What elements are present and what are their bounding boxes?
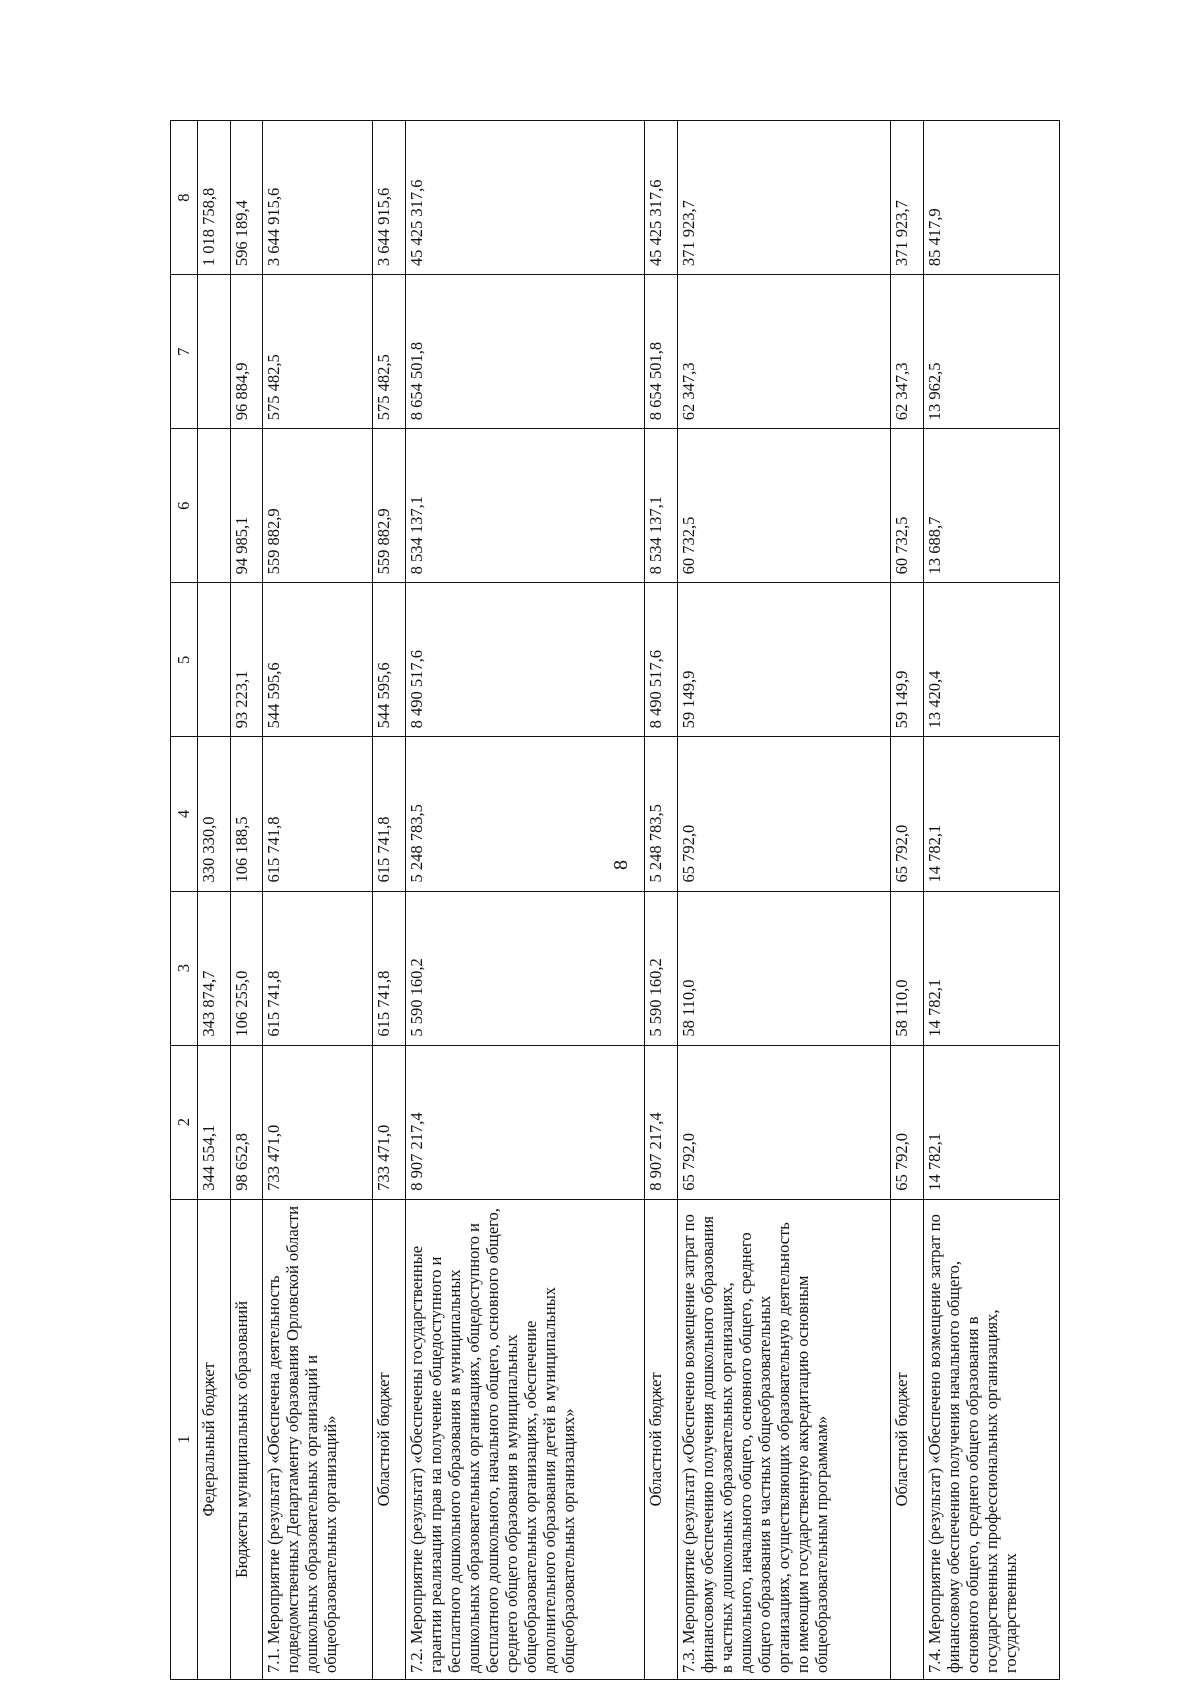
table-row xyxy=(891,121,924,1680)
value-cell: 65 792,0 xyxy=(891,737,924,891)
value-cell: 596 189,4 xyxy=(230,121,263,275)
value-cell: 575 482,5 xyxy=(263,275,373,429)
value-cell: 58 110,0 xyxy=(891,891,924,1045)
value-cell: 343 874,7 xyxy=(198,891,231,1045)
value-cell: 5 590 160,2 xyxy=(406,891,645,1045)
value-cell xyxy=(198,275,231,429)
rotated-table-container xyxy=(170,120,1060,1680)
value-cell: 59 149,9 xyxy=(677,583,890,737)
value-cell: 62 347,3 xyxy=(891,275,924,429)
value-cell: 14 782,1 xyxy=(923,1045,1059,1199)
value-cell: 575 482,5 xyxy=(373,275,406,429)
row-label: Федеральный бюджет xyxy=(198,1199,231,1679)
value-cell: 93 223,1 xyxy=(230,583,263,737)
row-label: 7.4. Мероприятие (результат) «Обеспечено возмещение затрат по финансовому обеспечению получения начального общего, основного общего, среднего общего образования в государственных профессиональных организациях, государственных xyxy=(923,1199,1059,1679)
table-row xyxy=(645,121,678,1680)
table-body xyxy=(198,121,1060,1680)
value-cell: 615 741,8 xyxy=(263,737,373,891)
row-label: 7.2. Мероприятие (результат) «Обеспечены государственные гарантии реализации прав на получение общедоступного и бесплатного дошкольного образования в муниципальных дошкольных образовательных организациях, общедоступного и бесплатного дошкольного, начального общего, основного общего, среднего общего образования в муниципальных общеобразовательных организациях, обеспечение дополнительного образования детей в муниципальных общеобразовательных организациях» xyxy=(406,1199,645,1679)
value-cell: 8 490 517,6 xyxy=(406,583,645,737)
value-cell: 8 490 517,6 xyxy=(645,583,678,737)
value-cell: 85 417,9 xyxy=(923,121,1059,275)
value-cell: 13 962,5 xyxy=(923,275,1059,429)
row-label: Бюджеты муниципальных образований xyxy=(230,1199,263,1679)
budget-table xyxy=(170,120,1060,1680)
value-cell: 96 884,9 xyxy=(230,275,263,429)
value-cell: 615 741,8 xyxy=(373,891,406,1045)
value-cell: 59 149,9 xyxy=(891,583,924,737)
value-cell: 62 347,3 xyxy=(677,275,890,429)
value-cell: 559 882,9 xyxy=(373,429,406,583)
value-cell: 371 923,7 xyxy=(677,121,890,275)
value-cell: 733 471,0 xyxy=(373,1045,406,1199)
value-cell: 60 732,5 xyxy=(677,429,890,583)
value-cell: 45 425 317,6 xyxy=(406,121,645,275)
value-cell: 65 792,0 xyxy=(677,1045,890,1199)
value-cell xyxy=(198,583,231,737)
value-cell: 1 018 758,8 xyxy=(198,121,231,275)
column-header-4: 4 xyxy=(171,737,198,891)
value-cell: 330 330,0 xyxy=(198,737,231,891)
value-cell: 106 188,5 xyxy=(230,737,263,891)
value-cell: 14 782,1 xyxy=(923,737,1059,891)
column-header-2: 2 xyxy=(171,1045,198,1199)
row-label: Областной бюджет xyxy=(645,1199,678,1679)
value-cell: 98 652,8 xyxy=(230,1045,263,1199)
value-cell: 8 907 217,4 xyxy=(645,1045,678,1199)
value-cell: 344 554,1 xyxy=(198,1045,231,1199)
row-label: Областной бюджет xyxy=(891,1199,924,1679)
table-row xyxy=(406,121,645,1680)
value-cell: 615 741,8 xyxy=(373,737,406,891)
value-cell: 3 644 915,6 xyxy=(373,121,406,275)
value-cell: 5 590 160,2 xyxy=(645,891,678,1045)
header-row xyxy=(171,121,198,1680)
value-cell: 5 248 783,5 xyxy=(645,737,678,891)
row-label: 7.3. Мероприятие (результат) «Обеспечено возмещение затрат по финансовому обеспечению получения дошкольного образования в частных дошкольных образовательных организациях, дошкольного, начального общего, основного общего, среднего общего образования в частных общеобразовательных организациях, осуществляющих образовательную деятельность по имеющим государственную аккредитацию основным общеобразовательным программам» xyxy=(677,1199,890,1679)
value-cell: 106 255,0 xyxy=(230,891,263,1045)
column-header-3: 3 xyxy=(171,891,198,1045)
value-cell: 5 248 783,5 xyxy=(406,737,645,891)
value-cell: 65 792,0 xyxy=(677,737,890,891)
value-cell: 8 907 217,4 xyxy=(406,1045,645,1199)
page-number: 8 xyxy=(610,860,632,870)
column-header-6: 6 xyxy=(171,429,198,583)
column-header-7: 7 xyxy=(171,275,198,429)
table-row xyxy=(373,121,406,1680)
value-cell: 8 534 137,1 xyxy=(406,429,645,583)
value-cell: 733 471,0 xyxy=(263,1045,373,1199)
value-cell: 13 688,7 xyxy=(923,429,1059,583)
value-cell: 94 985,1 xyxy=(230,429,263,583)
value-cell xyxy=(198,429,231,583)
value-cell: 544 595,6 xyxy=(373,583,406,737)
value-cell: 14 782,1 xyxy=(923,891,1059,1045)
table-row xyxy=(230,121,263,1680)
value-cell: 60 732,5 xyxy=(891,429,924,583)
value-cell: 65 792,0 xyxy=(891,1045,924,1199)
value-cell: 45 425 317,6 xyxy=(645,121,678,275)
column-header-5: 5 xyxy=(171,583,198,737)
value-cell: 615 741,8 xyxy=(263,891,373,1045)
column-header-1: 1 xyxy=(171,1199,198,1679)
table-row xyxy=(263,121,373,1680)
value-cell: 8 654 501,8 xyxy=(645,275,678,429)
value-cell: 3 644 915,6 xyxy=(263,121,373,275)
value-cell: 13 420,4 xyxy=(923,583,1059,737)
value-cell: 371 923,7 xyxy=(891,121,924,275)
table-row xyxy=(677,121,890,1680)
row-label: 7.1. Мероприятие (результат) «Обеспечена деятельность подведомственных Департаменту образования Орловской области дошкольных образовательных организаций и общеобразовательных организаций» xyxy=(263,1199,373,1679)
value-cell: 58 110,0 xyxy=(677,891,890,1045)
value-cell: 544 595,6 xyxy=(263,583,373,737)
value-cell: 8 534 137,1 xyxy=(645,429,678,583)
value-cell: 8 654 501,8 xyxy=(406,275,645,429)
table-row xyxy=(923,121,1059,1680)
value-cell: 559 882,9 xyxy=(263,429,373,583)
row-label: Областной бюджет xyxy=(373,1199,406,1679)
table-row xyxy=(198,121,231,1680)
column-header-8: 8 xyxy=(171,121,198,275)
